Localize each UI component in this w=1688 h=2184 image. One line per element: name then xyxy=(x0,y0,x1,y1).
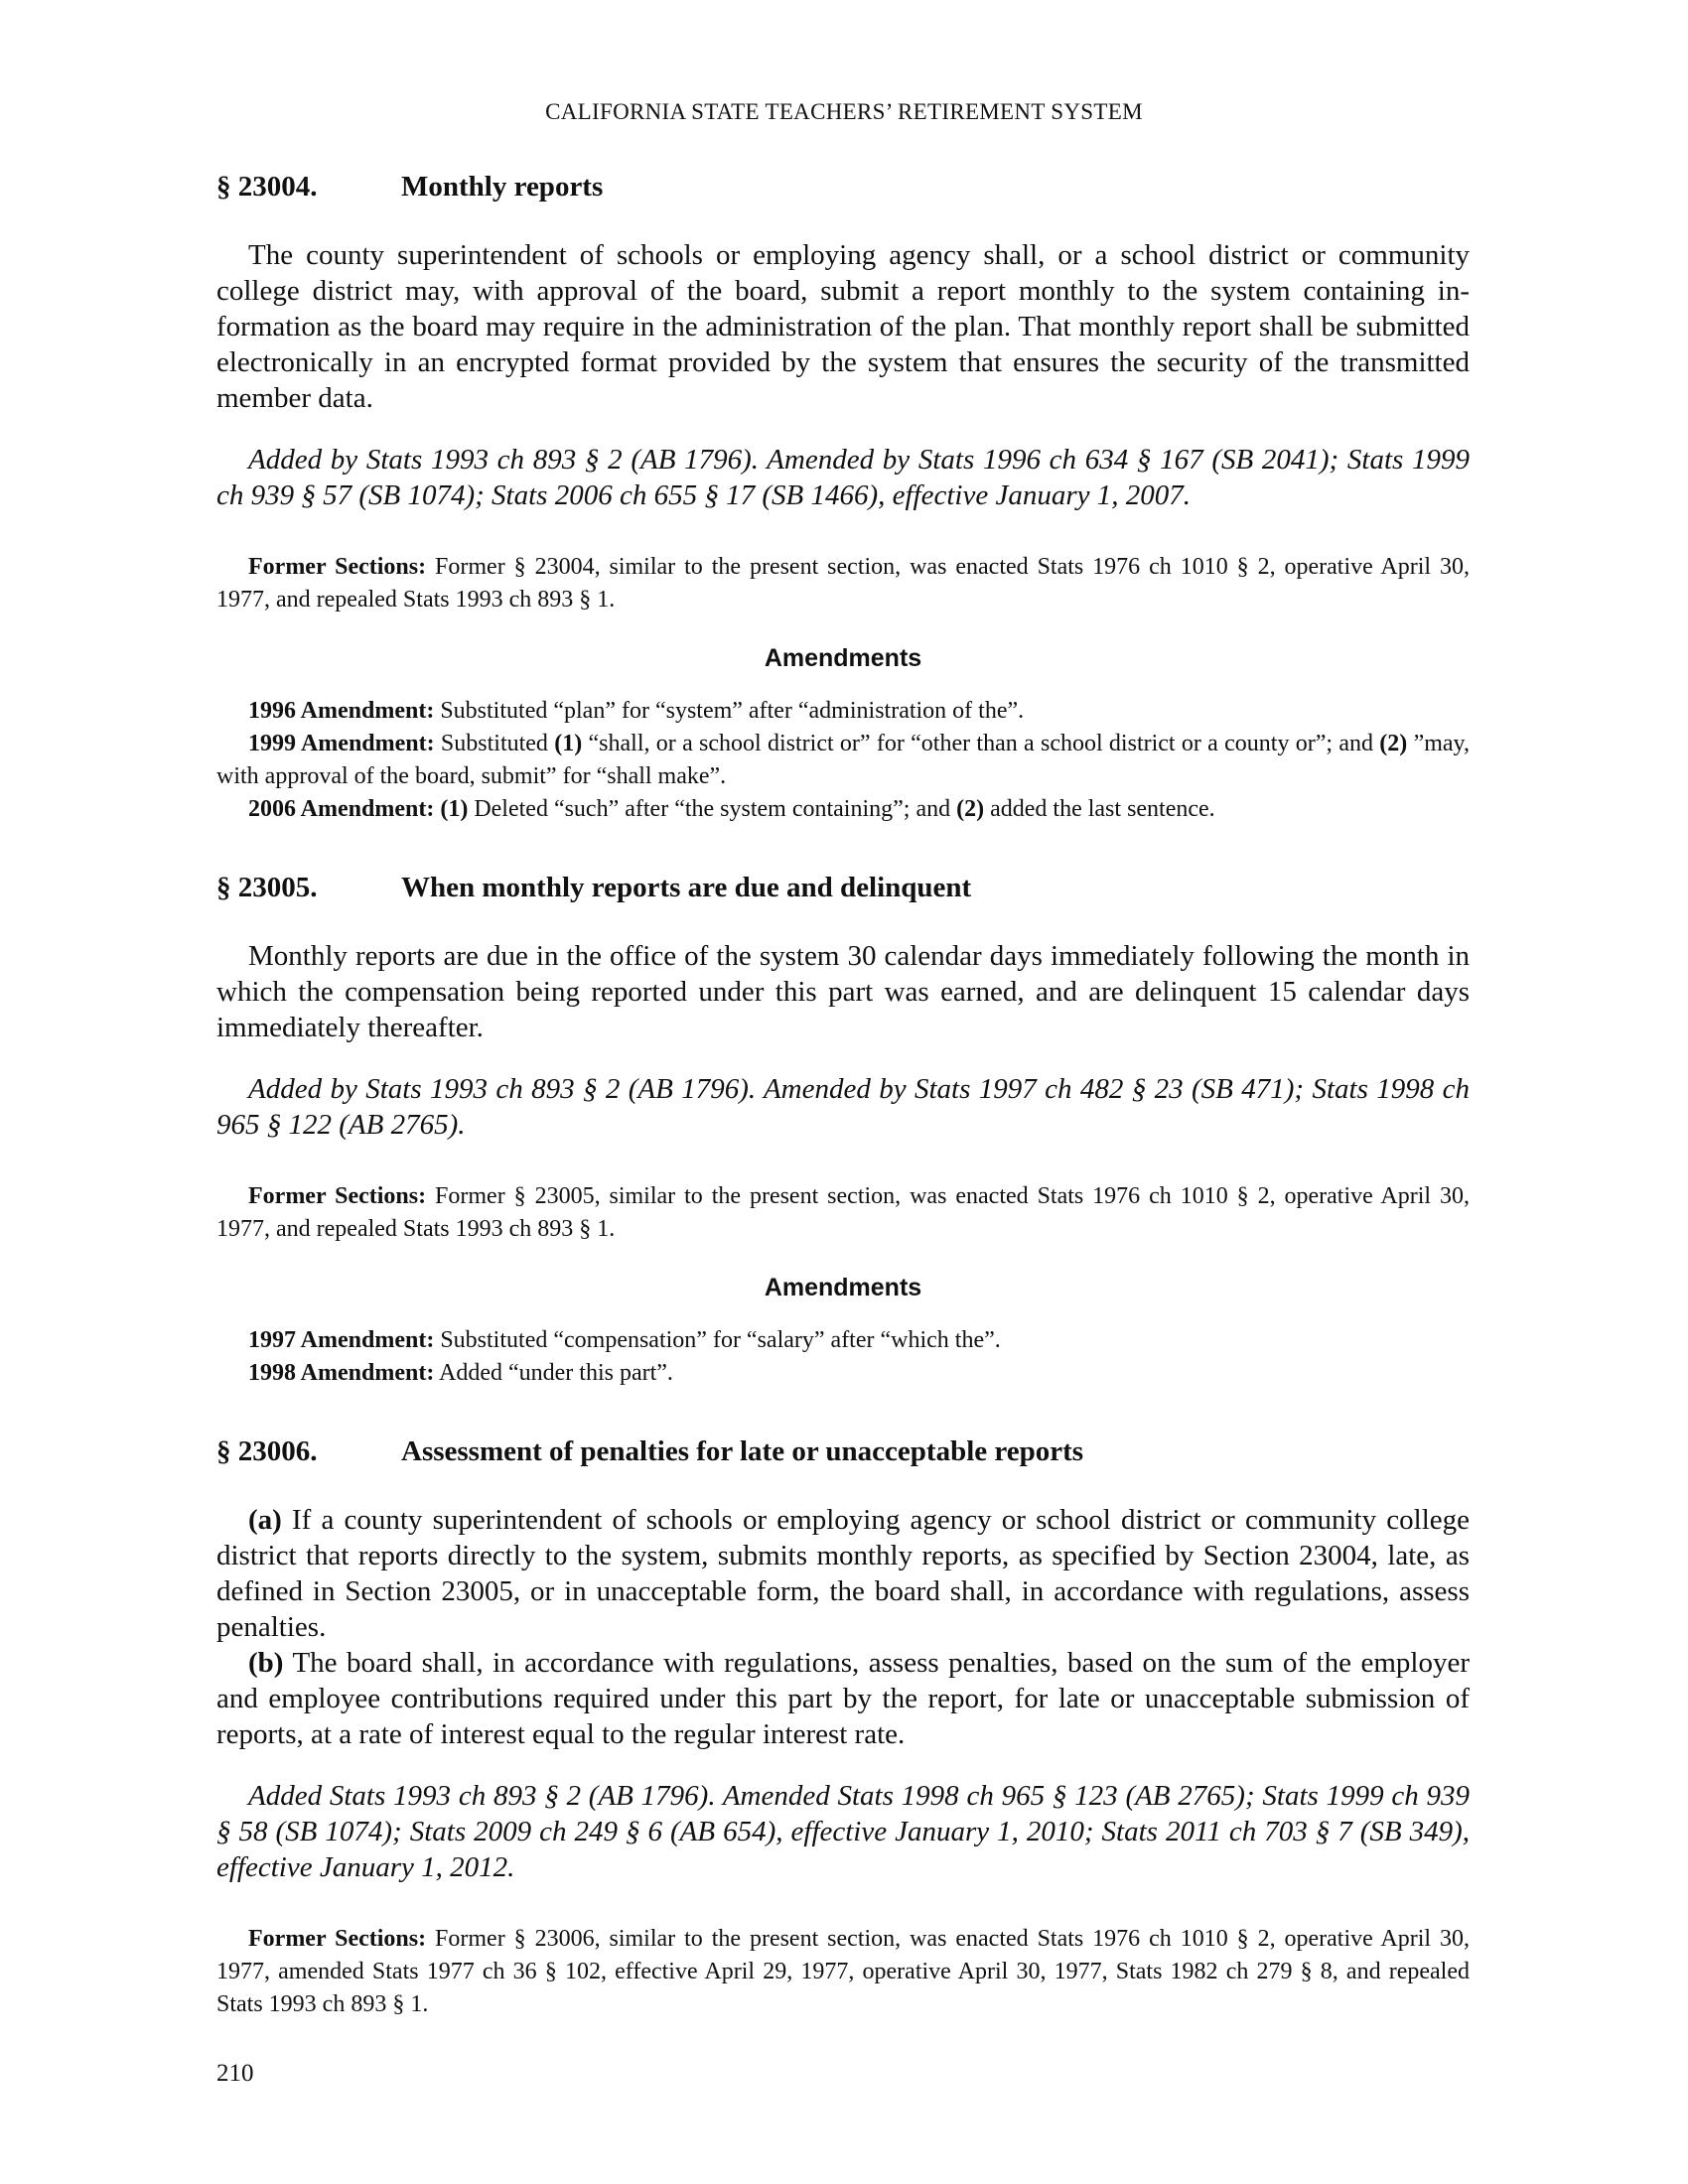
subdivision-label: (a) xyxy=(248,1504,282,1536)
amendment-text: Added “under this part”. xyxy=(434,1360,673,1386)
section-number: § 23004. xyxy=(216,171,318,203)
amendment-text: ”may, with approval of the board, submit” for “shall make”. xyxy=(216,731,1470,789)
section-23005-amendments xyxy=(216,1324,1470,1390)
item-marker: (1) xyxy=(434,796,469,822)
section-title: Assessment of penalties for late or unacceptable reports xyxy=(401,1435,1084,1467)
former-sections-text: Former § 23004, similar to the present section, was enacted Stats 1976 ch 1010 § 2, operative April 30, 1977, and repealed Stats 1993 ch 893 § 1. xyxy=(216,554,1470,613)
amendment-1999 xyxy=(216,728,1470,793)
section-23004-body: The county superintendent of schools or employing agency shall, or a school district or community college district may, with approval of the board, submit a report monthly to the system containing information as the board may require in the administration of the plan. That monthly report shall be submitted electronically in an encrypted format provided by the system that ensures the security of the transmitted member data. xyxy=(216,239,1470,414)
section-number: § 23006. xyxy=(216,1435,318,1467)
amendment-label: 1997 Amendment: xyxy=(248,1327,435,1353)
former-sections-text: Former § 23005, similar to the present section, was enacted Stats 1976 ch 1010 § 2, operative April 30, 1977, and repealed Stats 1993 ch 893 § 1. xyxy=(216,1183,1470,1242)
section-title: When monthly reports are due and delinquent xyxy=(401,872,972,903)
section-23006-former-sections xyxy=(216,1923,1470,2021)
amendment-1998 xyxy=(216,1357,1470,1390)
amendment-label: 1996 Amendment: xyxy=(248,698,435,724)
running-head: CALIFORNIA STATE TEACHERS’ RETIREMENT SYSTEM xyxy=(545,99,1143,124)
section-23006-history: Added Stats 1993 ch 893 § 2 (AB 1796). Amended Stats 1998 ch 965 § 123 (AB 2765); Stats 1999 ch 939 § 58 (SB 1074); Stats 2009 ch 249 § 6 (AB 654), effective January 1, 2010; Stats 2011 ch 703 § 7 (SB 349), effective January 1, 2012. xyxy=(216,1780,1470,1883)
amendment-1996 xyxy=(216,695,1470,728)
amendment-label: 1998 Amendment: xyxy=(248,1360,435,1386)
section-23004-history: Added by Stats 1993 ch 893 § 2 (AB 1796). Amended by Stats 1996 ch 634 § 167 (SB 2041); Stats 1999 ch 939 § 57 (SB 1074); Stats 2006 ch 655 § 17 (SB 1466), effective January 1, 2007. xyxy=(216,444,1470,511)
item-marker: (2) xyxy=(1379,731,1408,756)
section-title: Monthly reports xyxy=(401,171,604,203)
former-sections-label: Former Sections: xyxy=(248,1183,427,1209)
subdivision-label: (b) xyxy=(248,1647,284,1679)
former-sections-label: Former Sections: xyxy=(248,554,427,580)
amendment-label: 1999 Amendment: xyxy=(248,731,435,756)
amendment-text: Deleted “such” after “the system containing”; and xyxy=(468,796,957,822)
amendment-text: Substituted “plan” for “system” after “administration of the”. xyxy=(434,698,1025,724)
section-23005-history: Added by Stats 1993 ch 893 § 2 (AB 1796). Amended by Stats 1997 ch 482 § 23 (SB 471); Stats 1998 ch 965 § 122 (AB 2765). xyxy=(216,1073,1470,1141)
section-23004-heading xyxy=(216,169,1470,205)
amendment-text: added the last sentence. xyxy=(984,796,1215,822)
section-23004-amendments xyxy=(216,695,1470,826)
section-23004-amendments-heading: Amendments xyxy=(764,644,922,672)
page-number: 210 xyxy=(216,2060,254,2087)
amendment-text: “shall, or a school district or” for “other than a school district or a county or”; and xyxy=(582,731,1380,756)
section-23006-heading xyxy=(216,1433,1470,1469)
section-23006-subdivision-b xyxy=(216,1645,1470,1752)
subdivision-text: If a county superintendent of schools or employing agency or school district or community college district that reports directly to the system, submits monthly reports, as specified by Section 23004, late, as defined in Section 23005, or in unacceptable form, the board shall, in accordance with regulations, assess penalties. xyxy=(216,1504,1470,1643)
section-number: § 23005. xyxy=(216,872,318,903)
former-sections-text: Former § 23006, similar to the present section, was enacted Stats 1976 ch 1010 § 2, operative April 30, 1977, amended Stats 1977 ch 36 § 102, effective April 29, 1977, operative April 30, 1977, Stats 1982 ch 279 § 8, and repealed Stats 1993 ch 893 § 1. xyxy=(216,1926,1470,2017)
section-23005-heading xyxy=(216,870,1470,905)
amendment-label: 2006 Amendment: xyxy=(248,796,435,822)
page-content xyxy=(216,169,1470,2049)
item-marker: (1) xyxy=(554,731,583,756)
subdivision-text: The board shall, in accordance with regulations, assess penalties, based on the sum of the employer and employee contributions required under this part by the report, for late or unacceptable submission of reports, at a rate of interest equal to the regular interest rate. xyxy=(216,1647,1470,1750)
section-23006-subdivision-a xyxy=(216,1502,1470,1645)
section-23005-former-sections xyxy=(216,1180,1470,1246)
item-marker: (2) xyxy=(956,796,985,822)
amendment-text: Substituted xyxy=(434,731,555,756)
former-sections-label: Former Sections: xyxy=(248,1926,427,1952)
section-23005-amendments-heading: Amendments xyxy=(764,1274,922,1301)
amendment-text: Substituted “compensation” for “salary” after “which the”. xyxy=(434,1327,1001,1353)
amendment-1997 xyxy=(216,1324,1470,1357)
amendment-2006 xyxy=(216,793,1470,826)
section-23005-body: Monthly reports are due in the office of the system 30 calendar days immediately following the month in which the compensation being reported under this part was earned, and are delinquent 15 calendar days immediately thereafter. xyxy=(216,940,1470,1043)
section-23004-former-sections xyxy=(216,551,1470,616)
